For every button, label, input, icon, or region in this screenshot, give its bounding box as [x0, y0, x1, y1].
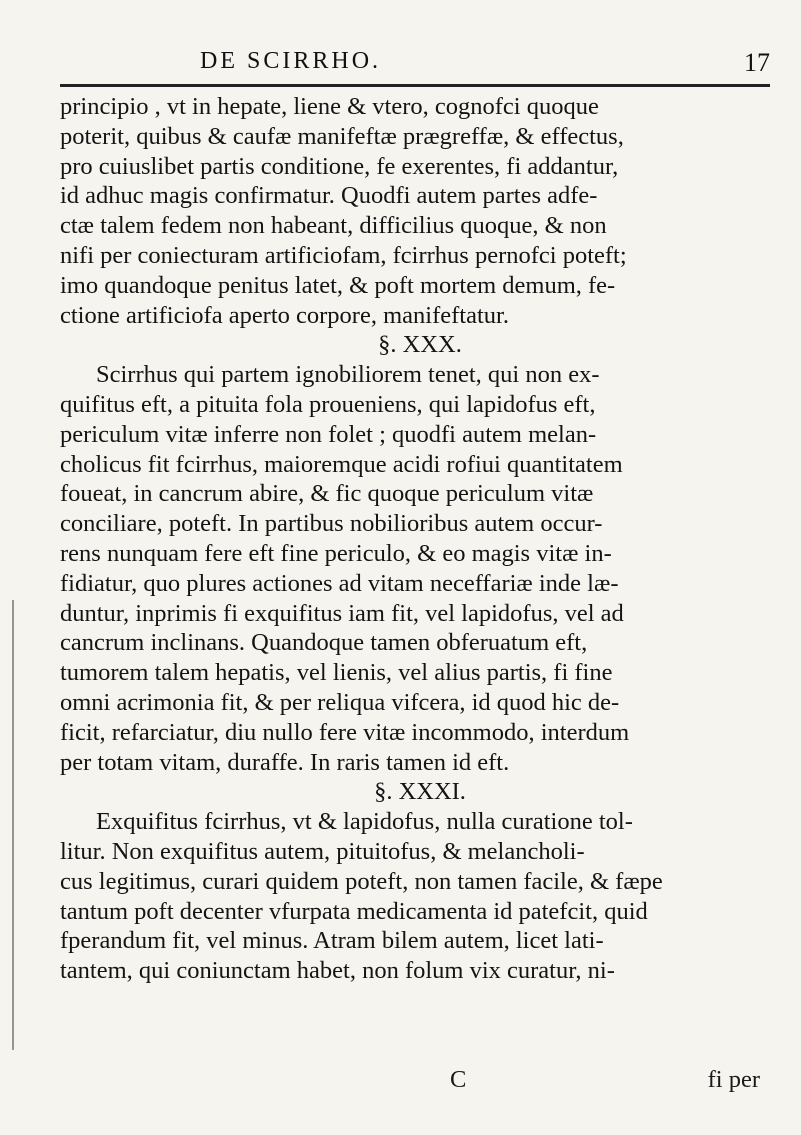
- signature-mark: C: [450, 1066, 467, 1093]
- text-line: quifitus eft, a pituita fola proueniens, qui lapidofus eft,: [60, 390, 596, 418]
- running-head: DE SCIRRHO.: [200, 48, 382, 74]
- body-text: [60, 92, 780, 986]
- text-line: omni acrimonia fit, & per reliqua vifcera, id quod hic de-: [60, 688, 620, 716]
- section-heading-30: §. XXX.: [378, 331, 462, 359]
- catchword-line: [60, 1066, 760, 1096]
- page-header: [60, 44, 770, 84]
- text-line: fperandum fit, vel minus. Atram bilem autem, licet lati-: [60, 927, 604, 955]
- text-line: imo quandoque penitus latet, & poft mortem demum, fe-: [60, 271, 616, 299]
- text-line: per totam vitam, duraffe. In raris tamen id eft.: [60, 748, 510, 776]
- text-line: tantem, qui coniunctam habet, non folum vix curatur, ni-: [60, 957, 615, 985]
- catchword: fi per: [707, 1066, 760, 1093]
- margin-mark: [12, 600, 14, 1050]
- text-line: fidiatur, quo plures actiones ad vitam neceffariæ inde læ-: [60, 569, 619, 597]
- section-heading-31: §. XXXI.: [374, 778, 466, 806]
- text-line: rens nunquam fere eft fine periculo, & eo magis vitæ in-: [60, 539, 612, 567]
- text-line: Scirrhus qui partem ignobiliorem tenet, qui non ex-: [96, 361, 600, 389]
- text-line: tantum poft decenter vfurpata medicamenta id patefcit, quid: [60, 897, 648, 925]
- text-line: conciliare, poteft. In partibus nobilioribus autem occur-: [60, 510, 603, 538]
- text-line: ctione artificiofa aperto corpore, manifeftatur.: [60, 301, 509, 329]
- text-line: foueat, in cancrum abire, & fic quoque periculum vitæ: [60, 480, 594, 508]
- text-line: ficit, refarciatur, diu nullo fere vitæ incommodo, interdum: [60, 718, 630, 746]
- text-line: periculum vitæ inferre non folet ; quodfi autem melan-: [60, 420, 597, 448]
- text-line: poterit, quibus & caufæ manifeftæ prægreffæ, & effectus,: [60, 122, 624, 150]
- page-number: 17: [744, 48, 770, 77]
- text-line: nifi per coniecturam artificiofam, fcirrhus pernofci poteft;: [60, 241, 627, 269]
- text-line: litur. Non exquifitus autem, pituitofus, & melancholi-: [60, 837, 585, 865]
- text-line: duntur, inprimis fi exquifitus iam fit, vel lapidofus, vel ad: [60, 599, 624, 627]
- text-line: principio , vt in hepate, liene & vtero, cognofci quoque: [60, 93, 599, 120]
- text-line: cus legitimus, curari quidem poteft, non tamen facile, & fæpe: [60, 867, 663, 895]
- text-line: pro cuiuslibet partis conditione, fe exerentes, fi addantur,: [60, 152, 619, 180]
- text-line: cancrum inclinans. Quandoque tamen obferuatum eft,: [60, 629, 588, 657]
- header-rule: [60, 84, 770, 87]
- text-line: tumorem talem hepatis, vel lienis, vel alius partis, fi fine: [60, 659, 613, 687]
- text-line: Exquifitus fcirrhus, vt & lapidofus, nulla curatione tol-: [96, 808, 633, 836]
- text-line: ctæ talem fedem non habeant, difficilius quoque, & non: [60, 212, 607, 240]
- text-line: cholicus fit fcirrhus, maioremque acidi rofiui quantitatem: [60, 450, 623, 478]
- text-line: id adhuc magis confirmatur. Quodfi autem partes adfe-: [60, 182, 598, 210]
